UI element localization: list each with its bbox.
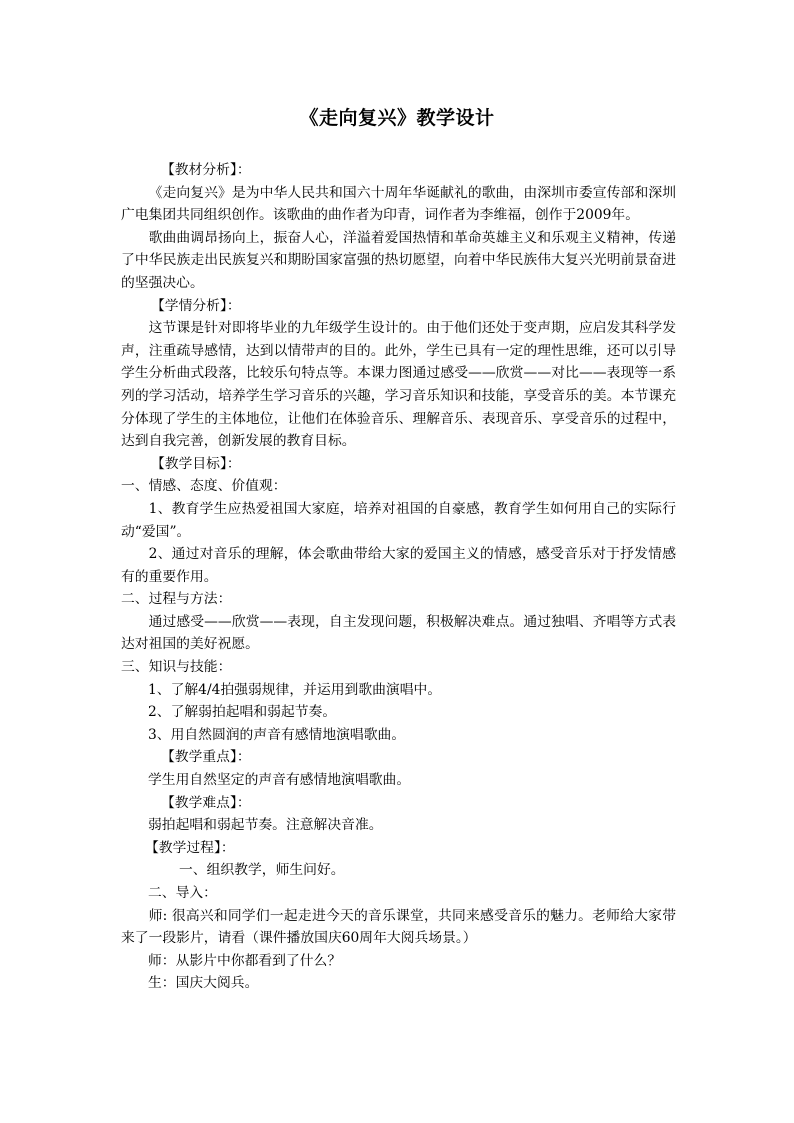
goal-section-title: 一、情感、态度、价值观：	[121, 478, 287, 495]
dialogue-line: 师：从影片中你都看到了什么？	[148, 952, 342, 969]
key-points-text: 学生用自然坚定的声音有感情地演唱歌曲。	[148, 772, 411, 789]
teaching-goals-heading: 【教学目标】：	[151, 455, 241, 472]
student-analysis-heading: 【学情分析】：	[151, 297, 241, 314]
textbook-analysis-heading: 【教材分析】：	[161, 162, 251, 178]
process-step: 二、导入：	[148, 885, 217, 901]
dialogue-line: 生：国庆大阅兵。	[148, 975, 259, 992]
goal-section-title: 三、知识与技能：	[121, 659, 232, 676]
goal-item: 1、教育学生应热爱祖国大家庭，培养对祖国的自豪感，教育学生如何用自己的实际行动“爱国”。	[121, 500, 676, 540]
goal-item: 3、用自然圆润的声音有感情地演唱歌曲。	[148, 726, 406, 743]
key-points-heading: 【教学重点】：	[161, 749, 251, 766]
process-heading: 【教学过程】：	[145, 839, 235, 856]
goal-item: 2、通过对音乐的理解，体会歌曲带给大家的爱国主义的情感，感受音乐对于抒发情感有的重要作用。	[121, 546, 676, 585]
document-body	[121, 159, 676, 995]
goal-section-title: 二、过程与方法：	[121, 591, 232, 608]
textbook-analysis-paragraph: 《走向复兴》是为中华人民共和国六十周年华诞献礼的歌曲，由深圳市委宣传部和深圳广电集团共同组织创作。该歌曲的曲作者为印青，词作者为李维福，创作于2009年。	[121, 184, 676, 224]
process-step: 一、组织教学，师生问好。	[179, 862, 345, 879]
document-title: 《走向复兴》教学设计	[299, 107, 495, 129]
goal-item: 1、了解4/4拍强弱规律，并运用到歌曲演唱中。	[148, 681, 442, 698]
difficulties-heading: 【教学难点】：	[161, 794, 251, 811]
goal-paragraph: 通过感受——欣赏——表现，自主发现问题，积极解决难点。通过独唱、齐唱等方式表达对祖国的美好祝愿。	[121, 613, 676, 653]
goal-item: 2、了解弱拍起唱和弱起节奏。	[148, 704, 337, 721]
student-analysis-paragraph: 这节课是针对即将毕业的九年级学生设计的。由于他们还处于变声期，应启发其科学发声，注重疏导感情，达到以情带声的目的。此外，学生已具有一定的理性思维，还可以引导学生分析曲式段落，比较乐句特点等。本课力图通过感受——欣赏——对比——表现等一系列的学习活动，培养学生学习音乐的兴趣，学习音乐知识和技能，享受音乐的美。本节课充分体现了学生的主体地位，让他们在体验音乐、理解音乐、表现音乐、享受音乐的过程中，达到自我完善，创新发展的教育目标。	[121, 320, 676, 450]
dialogue-line: 师: 很高兴和同学们一起走进今天的音乐课堂，共同来感受音乐的魅力。老师给大家带来了一段影片，请看（课件播放国庆60周年大阅兵场景。）	[121, 907, 676, 947]
difficulties-text: 弱拍起唱和弱起节奏。注意解决音准。	[148, 817, 383, 834]
textbook-analysis-paragraph: 歌曲曲调昂扬向上，振奋人心，洋溢着爱国热情和革命英雄主义和乐观主义精神，传递了中华民族走出民族复兴和期盼国家富强的热切愿望，向着中华民族伟大复兴光明前景奋进的坚强决心。	[121, 229, 676, 291]
